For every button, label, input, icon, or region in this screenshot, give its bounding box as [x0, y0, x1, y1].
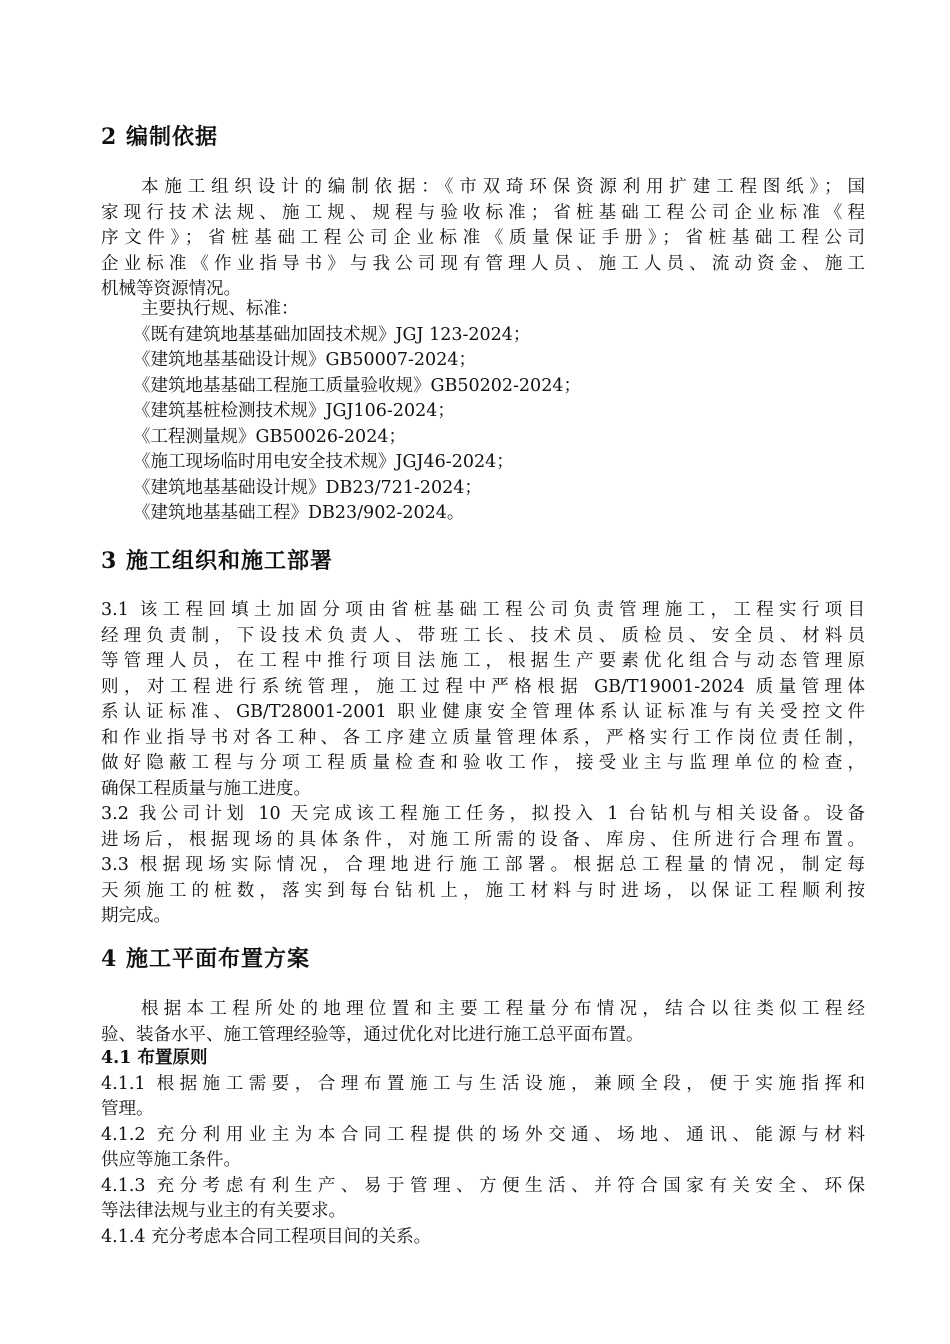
paragraph-line: 做好隐蔽工程与分项工程质量检查和验收工作，接受业主与监理单位的检查， — [101, 753, 865, 773]
standard-item: 《建筑地基基础工程》DB23/902-2024。 — [133, 503, 465, 523]
section-2-heading: 2 编制依据 — [101, 124, 218, 150]
section-4-heading: 4 施工平面布置方案 — [101, 946, 310, 972]
standards-list — [133, 297, 865, 527]
subsection-heading: 4.1 布置原则 — [101, 1048, 208, 1068]
standard-item: 《建筑基桩检测技术规》JGJ106-2024； — [133, 401, 455, 421]
section-4-1 — [101, 1046, 865, 1250]
standard-item: 《工程测量规》GB50026-2024； — [133, 426, 406, 447]
paragraph-line: 验、装备水平、施工管理经验等，通过优化对比进行施工总平面布置。 — [101, 1024, 644, 1045]
standards-intro: 主要执行规、标准： — [141, 299, 299, 319]
paragraph-line: 和作业指导书对各工种、各工序建立质量管理体系，严格实行工作岗位责任制， — [101, 727, 865, 748]
principle-line: 供应等施工条件。 — [101, 1150, 241, 1170]
paragraph-line: 企业标准《作业指导书》与我公司现有管理人员、施工人员、流动资金、施工 — [101, 253, 865, 274]
principle-line: 4.1.4 充分考虑本合同工程项目间的关系。 — [101, 1226, 432, 1247]
paragraph-line: 经理负责制，下设技术负责人、带班工长、技术员、质检员、安全员、材料员 — [101, 625, 865, 646]
paragraph-line: 等管理人员，在工程中推行项目法施工，根据生产要素优化组合与动态管理原 — [101, 651, 865, 671]
paragraph-line: 进场后，根据现场的具体条件，对施工所需的设备、库房、住所进行合理布置。 — [101, 829, 865, 850]
paragraph-line: 机械等资源情况。 — [101, 279, 241, 299]
section-4-intro — [101, 997, 865, 1048]
paragraph-line: 天须施工的桩数，落实到每台钻机上，施工材料与时进场，以保证工程顺利按 — [101, 880, 865, 901]
principle-line: 4.1.3 充分考虑有利生产、易于管理、方便生活、并符合国家有关安全、环保 — [101, 1175, 865, 1196]
paragraph-line: 3.1 该工程回填土加固分项由省桩基础工程公司负责管理施工，工程实行项目 — [101, 600, 865, 620]
paragraph-line: 确保工程质量与施工进度。 — [101, 778, 311, 799]
standard-item: 《建筑地基基础设计规》GB50007-2024； — [133, 350, 476, 370]
principle-line: 4.1.1 根据施工需要，合理布置施工与生活设施，兼顾全段，便于实施指挥和 — [101, 1073, 865, 1094]
section-3-paragraph-2 — [101, 802, 865, 853]
standard-item: 《既有建筑地基基础加固技术规》JGJ 123-2024； — [133, 324, 531, 345]
principle-line: 4.1.2 充分利用业主为本合同工程提供的场外交通、场地、通讯、能源与材料 — [101, 1124, 865, 1145]
paragraph-line: 3.2 我公司计划 10 天完成该工程施工任务，拟投入 1 台钻机与相关设备。设备 — [101, 804, 865, 824]
paragraph-line: 则，对工程进行系统管理，施工过程中严格根据 GB/T19001-2024 质量管理体 — [101, 676, 865, 697]
section-3-heading: 3 施工组织和施工部署 — [101, 548, 333, 574]
section-3-paragraph-1 — [101, 598, 865, 802]
paragraph-line: 根据本工程所处的地理位置和主要工程量分布情况，结合以往类似工程经 — [141, 999, 865, 1019]
paragraph-line: 序文件》；省桩基础工程公司企业标准《质量保证手册》；省桩基础工程公司 — [101, 228, 865, 248]
principle-line: 等法律法规与业主的有关要求。 — [101, 1201, 346, 1221]
paragraph-line: 期完成。 — [101, 906, 171, 926]
standard-item: 《建筑地基基础工程施工质量验收规》GB50202-2024； — [133, 375, 581, 396]
paragraph-line: 家现行技术法规、施工规、规程与验收标准；省桩基础工程公司企业标准《程 — [101, 202, 865, 223]
paragraph-line: 本施工组织设计的编制依据：《市双琦环保资源利用扩建工程图纸》；国 — [141, 177, 865, 197]
paragraph-line: 系认证标准、GB/T28001-2001 职业健康安全管理体系认证标准与有关受控文件 — [101, 702, 865, 722]
section-2-paragraph — [101, 175, 865, 303]
paragraph-line: 3.3 根据现场实际情况，合理地进行施工部署。根据总工程量的情况，制定每 — [101, 855, 865, 875]
standard-item: 《建筑地基基础设计规》DB23/721-2024； — [133, 477, 482, 498]
standard-item: 《施工现场临时用电安全技术规》JGJ46-2024； — [133, 452, 514, 472]
principle-line: 管理。 — [101, 1099, 154, 1119]
section-3-paragraph-3 — [101, 853, 865, 930]
